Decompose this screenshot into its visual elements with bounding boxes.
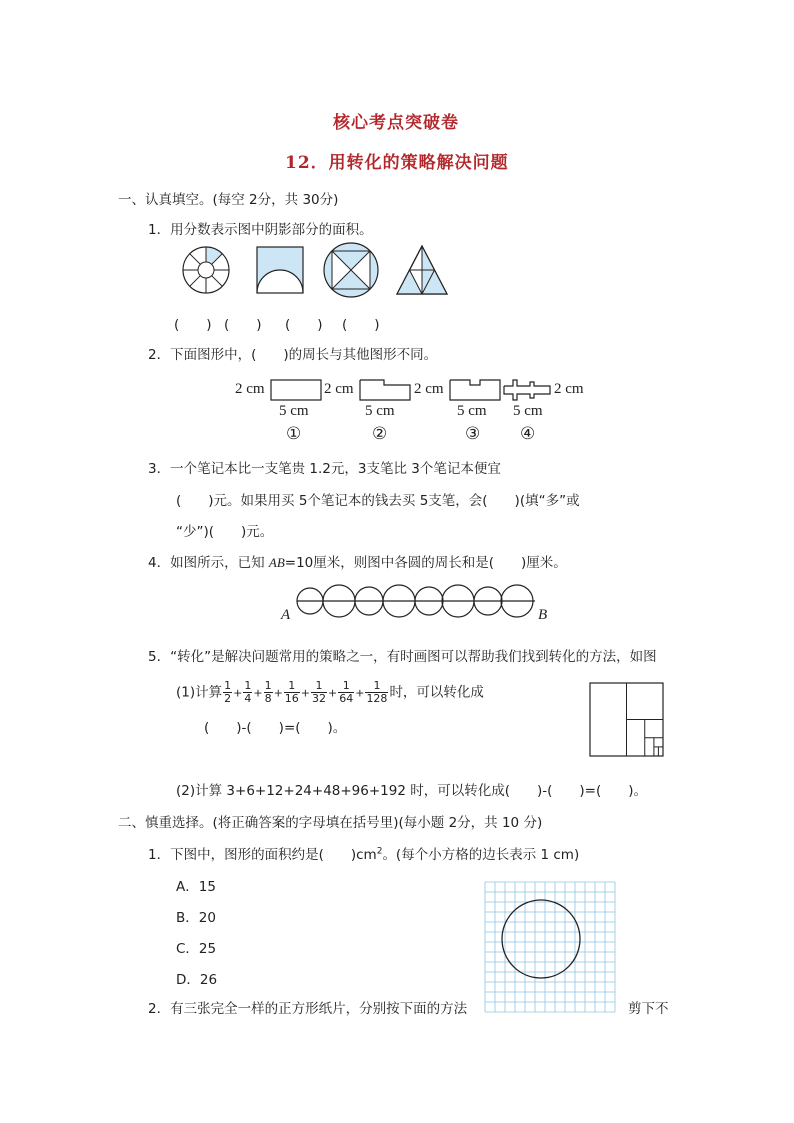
fraction-1-16: $\frac{1}{16}$: [284, 679, 299, 705]
q3-line3: “少”)( )元。: [176, 524, 274, 540]
point-b-label: B: [538, 607, 548, 623]
q5-part1-suffix: 时，可以转化成: [389, 684, 484, 701]
q5-text: 5．“转化”是解决问题常用的策略之一，有时画图可以帮助我们找到转化的方法，如图: [148, 649, 657, 665]
option-d[interactable]: D．26: [176, 972, 218, 988]
fraction-1-2: $\frac{1}{2}$: [224, 679, 232, 705]
q1-blank-4[interactable]: ( ): [342, 317, 380, 333]
s2-q2-tail: 剪下不: [628, 1001, 669, 1017]
q1-blank-1[interactable]: ( ): [174, 317, 212, 333]
fraction-1-8: $\frac{1}{8}$: [264, 679, 272, 705]
s2-q1-text-pre: 1．下图中，图形的面积约是( )cm: [148, 847, 377, 863]
q2-text: 2．下面图形中，( )的周长与其他图形不同。: [148, 347, 438, 363]
shape1-width-label: 5 cm: [279, 403, 309, 419]
marker-3: ③: [465, 424, 481, 444]
shape4-width-label: 5 cm: [513, 403, 543, 419]
fraction-1-64: $\frac{1}{64}$: [339, 679, 354, 705]
q5-part1-line2: ( )-( )=( )。: [204, 720, 347, 736]
shape3-height-label: 2 cm: [414, 381, 444, 397]
shape2-width-label: 5 cm: [365, 403, 395, 419]
q1-blank-2[interactable]: ( ): [224, 317, 262, 333]
page-subtitle: 12．用转化的策略解决问题: [285, 153, 509, 173]
q4-text-post: =10厘米，则图中各圆的周长和是( )厘米。: [284, 555, 567, 571]
q4-text-pre: 4．如图所示，已知: [148, 555, 269, 571]
s2-q1-sup: 2: [376, 846, 383, 857]
shape1-height-label: 2 cm: [235, 381, 265, 397]
section2-heading: 二、慎重选择。(将正确答案的字母填在括号里)(每小题 2分，共 10 分): [118, 815, 543, 831]
q3-line2: ( )元。如果用买 5个笔记本的钱去买 5支笔，会( )(填“多”或: [176, 493, 580, 509]
shape2-height-label: 2 cm: [324, 381, 354, 397]
marker-1: ①: [286, 424, 302, 444]
shape3-width-label: 5 cm: [457, 403, 487, 419]
option-c[interactable]: C．25: [176, 941, 217, 957]
s2-q1-text-post: 。(每个小方格的边长表示 1 cm): [382, 847, 580, 863]
page-title: 核心考点突破卷: [333, 113, 459, 133]
q3-line1: 3．一个笔记本比一支笔贵 1.2元，3支笔比 3个笔记本便宜: [148, 461, 501, 477]
option-b[interactable]: B．20: [176, 910, 216, 926]
point-a-label: A: [281, 607, 291, 623]
shape4-height-label: 2 cm: [554, 381, 584, 397]
q5-part2: (2)计算 3+6+12+24+48+96+192 时，可以转化成( )-( )=( )。: [176, 783, 648, 799]
q5-part1: (1)计算 $\frac{1}{2}$ + $\frac{1}{4}$ + $\frac{1}{8}$ + $\frac{1}{16}$ + $\frac{1}{32}$ + $\frac{1}{64}$ + $\frac{1}{128}$ 时，可以转化成: [176, 679, 484, 705]
fraction-1-32: $\frac{1}{32}$: [312, 679, 326, 705]
fraction-1-4: $\frac{1}{4}$: [244, 679, 252, 705]
marker-2: ②: [372, 424, 388, 444]
option-a[interactable]: A．15: [176, 879, 216, 895]
section1-heading: 一、认真填空。(每空 2分，共 30分): [118, 192, 339, 208]
s2-q2-text: 2．有三张完全一样的正方形纸片，分别按下面的方法: [148, 1001, 468, 1017]
marker-4: ④: [520, 424, 536, 444]
q5-part1-prefix: (1)计算: [176, 684, 223, 701]
fraction-1-128: $\frac{1}{128}$: [366, 679, 388, 705]
q1-blank-3[interactable]: ( ): [285, 317, 323, 333]
q1-text: 1．用分数表示图中阴影部分的面积。: [148, 222, 373, 238]
q4-ab-var: AB: [268, 555, 285, 570]
